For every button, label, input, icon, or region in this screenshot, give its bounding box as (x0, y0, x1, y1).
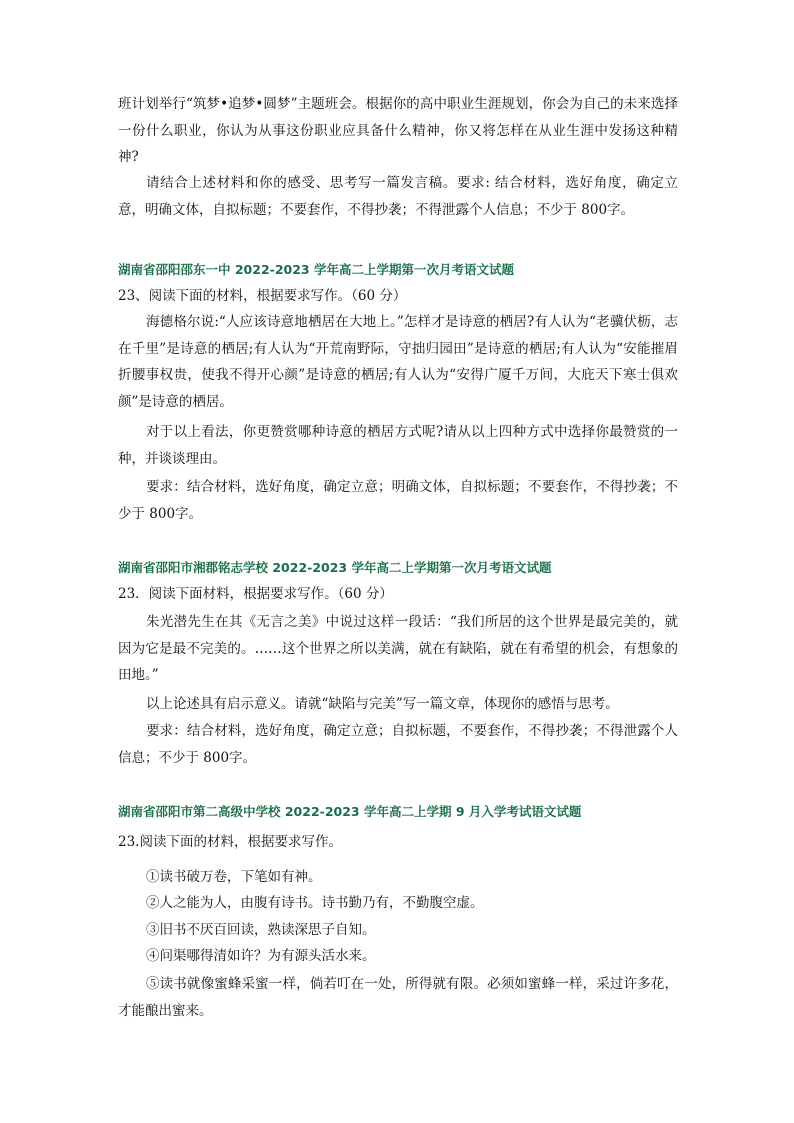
s3-item-1: ①读书破万卷，下笔如有神。 (146, 869, 322, 885)
s0-paragraph-2: 请结合上述材料和你的感受、思考写一篇发言稿。要求: 结合材料，选好角度，确定立意，明确文体，自拟标题；不要套作，不得抄袭；不得泄露个人信息；不少于 800字。 (118, 175, 678, 218)
s1-paragraph-2: 对于以上看法，你更赞赏哪种诗意的栖居方式呢?请从以上四种方式中选择你最赞赏的一种，并谈谈理由。 (118, 424, 678, 467)
s0-paragraph-1: 班计划举行“筑梦•追梦•圆梦”主题班会。根据你的高中职业生涯规划，你会为自己的未来选择一份什么职业，你认为从事这份职业应具备什么精神，你又将怎样在从业生涯中发扬这种精神? (118, 96, 678, 165)
s1-paragraph-3: 要求：结合材料，选好角度，确定立意；明确文体，自拟标题；不要套作，不得抄袭；不少于 800字。 (118, 479, 678, 522)
s3-item-5: ⑤读书就像蜜蜂采蜜一样，倘若叮在一处，所得就有限。必须如蜜蜂一样，采过许多花，才能酿出蜜来。 (118, 976, 678, 1019)
s3-question: 23.阅读下面的材料，根据要求写作。 (118, 834, 342, 850)
s3-heading: 湖南省邵阳市第二高级中学校 2022-2023 学年高二上学期 9 月入学考试语文试题 (118, 804, 582, 819)
s2-paragraph-3: 要求：结合材料，选好角度，确定立意；自拟标题，不要套作，不得抄袭；不得泄露个人信息；不少于 800字。 (118, 723, 678, 766)
s2-question: 23．阅读下面材料，根据要求写作。（60 分） (118, 586, 393, 602)
s3-item-4: ④问渠哪得清如许？为有源头活水来。 (146, 948, 376, 964)
s1-question: 23、阅读下面的材料，根据要求写作。（60 分） (118, 288, 407, 304)
s3-item-2: ②人之能为人，由腹有诗书。诗书勤乃有，不勤腹空虚。 (146, 895, 484, 911)
s2-paragraph-2: 以上论述具有启示意义。请就“缺陷与完美”写一篇文章，体现你的感悟与思考。 (146, 696, 619, 712)
s2-heading: 湖南省邵阳市湘郡铭志学校 2022-2023 学年高二上学期第一次月考语文试题 (118, 560, 552, 575)
s1-paragraph-1: 海德格尔说:“人应该诗意地栖居在大地上。”怎样才是诗意的栖居?有人认为“老骥伏枥，志在千里”是诗意的栖居;有人认为“开荒南野际，守拙归园田”是诗意的栖居;有人认为“安能摧眉折腰事权贵，使我不得开心颜”是诗意的栖居;有人认为“安得广厦千万间，大庇天下寒士俱欢颜”是诗意的栖居。 (118, 314, 678, 410)
s1-heading: 湖南省邵阳邵东一中 2022-2023 学年高二上学期第一次月考语文试题 (118, 262, 514, 277)
s3-item-3: ③旧书不厌百回读，熟读深思子自知。 (146, 922, 376, 938)
s2-paragraph-1: 朱光潜先生在其《无言之美》中说过这样一段话：“我们所居的这个世界是最完美的，就因为它是最不完美的。……这个世界之所以美满，就在有缺陷，就在有希望的机会，有想象的田地。” (118, 614, 678, 683)
